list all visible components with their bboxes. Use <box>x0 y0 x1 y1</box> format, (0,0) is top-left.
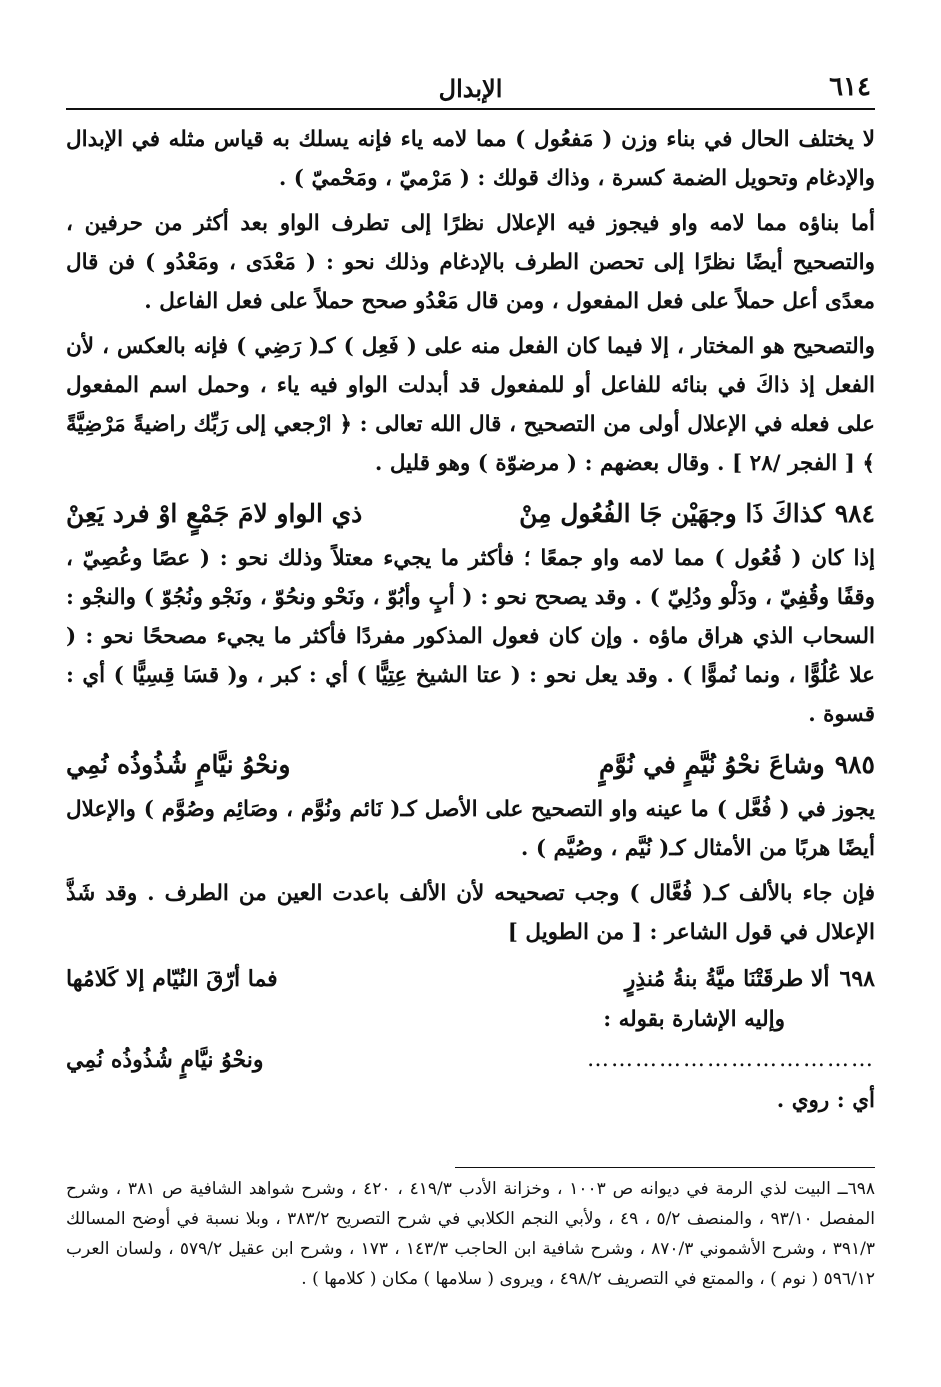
reference-verse <box>66 1039 875 1081</box>
verse-985 <box>66 740 875 790</box>
paragraph: أما بناؤه مما لامه واو فيجوز فيه الإعلال نظرًا إلى تطرف الواو بعد أكثر من حرفين ، والتصحيح أيضًا نظرًا إلى تحصن الطرف بالإدغام وذلك نحو : ( مَعْدَى ، ومَعْدُو ) فن قال معدًى أعل حملاً على فعل المفعول ، ومن قال مَعْدُو صحح حملاً على فعل الفاعل . <box>66 211 875 314</box>
page-header <box>66 72 875 110</box>
hemistich-text: ألا طرقَتْنَا ميَّةُ بنةُ مُنذِرٍ <box>624 966 830 992</box>
verse-first-hemistich <box>625 958 875 1000</box>
verse-second-hemistich: ذي الواو لامَ جَمْعٍ اوْ فرد يَعِنْ <box>66 499 363 528</box>
paragraph: لا يختلف الحال في بناء وزن ( مَفعُول ) مما لامه ياء فإنه يسلك به قياس مثله في الإبدال والإدغام وتحويل الضمة كسرة ، وذاك قولك : ( مَرْميّ ، ومَحْميّ ) . <box>66 127 875 191</box>
verse-first-hemistich <box>519 489 875 539</box>
verse-698 <box>66 958 875 1000</box>
paragraph: إذا كان ( فُعُول ) مما لامه واو جمعًا ؛ فأكثر ما يجيء معتلاً وذلك نحو : ( عصًا وعُصِيّ ، وقفًا وقُفِيّ ، ودَلْو ودُلِيّ ) . وقد يصحح نحو : ( أبٍ وأبُوّ ، ونَحْو ونحُوّ ، ونَجْو ونُجُوّ ) والنجْو : السحاب الذي هراق ماؤه . وإن كان فعول المذكور مفردًا فأكثر ما يجيء مصححًا نحو : ( علا عُلُوًّا ، ونما نُموًّا ) . وقد يعل نحو : ( عتا الشيخ عِتِيًّا ) أي : كبر ، و( قسَا قِسِيًّا ) أي : قسوة . <box>66 546 875 727</box>
verse-number: ٩٨٥ <box>834 750 875 779</box>
verse-984 <box>66 489 875 539</box>
footnote-divider <box>455 1167 875 1168</box>
verse-second-hemistich: فما أرّقَ النُيّام إلا كَلامُها <box>66 966 278 992</box>
paragraph: والتصحيح هو المختار ، إلا فيما كان الفعل منه على ( فَعِل ) كـ( رَضِي ) فإنه بالعكس ، لأن الفعل إذ ذاكَ في بنائه للفاعل أو للمفعول قد أبدلت الواو فيه ياء ، وحمل اسم المفعول على فعله في الإعلال أولى من التصحيح ، قال الله تعالى : ﴿ ارْجعي إلى رَبِّك راضيةً مَرْضِيَّةً ﴾ [ الفجر /٢٨ ] . وقال بعضهم : ( مرضوّة ) وهو قليل . <box>66 334 875 476</box>
paragraph: فإن جاء بالألف كـ( فُعَّال ) وجب تصحيحه لأن الألف باعدت العين من الطرف . وقد شَذَّ الإعلال في قول الشاعر : [ من الطويل ] <box>66 881 875 945</box>
page-number: ٦١٤ <box>829 72 871 102</box>
verse-number: ٦٩٨ <box>839 966 875 992</box>
paragraph: يجوز في ( فُعَّل ) ما عينه واو التصحيح على الأصل كـ( نَائم ونُوَّم ، وصَائِم وصُوَّم ) والإعلال أيضًا هربًا من الأمثال كـ( نُيَّم ، وصُيَّم ) . <box>66 797 875 861</box>
running-title: الإبدال <box>438 74 503 103</box>
hemistich-text: كذاكَ ذَا وجهَيْن جَا الفُعُول مِنْ <box>519 499 825 528</box>
verse-second-hemistich: ونحْوُ نيَّامٍ شُذُوذُه نُمِي <box>66 1047 264 1073</box>
verse-number: ٩٨٤ <box>834 499 875 528</box>
hemistich-text: وشاعَ نحْوُ نُيَّمٍ في نُوَّمٍ <box>599 750 825 779</box>
ellipsis-dots: ……………………………… <box>587 1047 875 1072</box>
footnote: ٦٩٨ــ البيت لذي الرمة في ديوانه ص ١٠٠٣ ، وخزانة الأدب ٤١٩/٣ ، ٤٢٠ ، وشرح شواهد الشافية ص ٣٨١ ، وشرح المفصل ٩٣/١٠ ، والمنصف ٥/٢ ، ٤٩ ، ولأبي النجم الكلابي في شرح التصريح ٣٨٣/٢ ، وبلا نسبة في أوضح المسالك ٣٩١/٣ ، وشرح الأشموني ٨٧٠/٣ ، وشرح شافية ابن الحاجب ١٤٣/٣ ، ١٧٣ ، وشرح ابن عقيل ٥٧٩/٢ ، ولسان العرب ٥٩٦/١٢ ( نوم ) ، والممتع في التصريف ٤٩٨/٢ ، ويروى ( سلامها ) مكان ( كلامها ) . <box>66 1179 876 1289</box>
verse-first-hemistich <box>599 740 875 790</box>
main-text <box>66 120 875 1126</box>
reference-intro: وإليه الإشارة بقوله : <box>603 1007 785 1032</box>
gloss: أي : روي . <box>776 1088 875 1113</box>
verse-second-hemistich: ونحْوُ نيَّامٍ شُذُوذُه نُمِي <box>66 750 291 779</box>
